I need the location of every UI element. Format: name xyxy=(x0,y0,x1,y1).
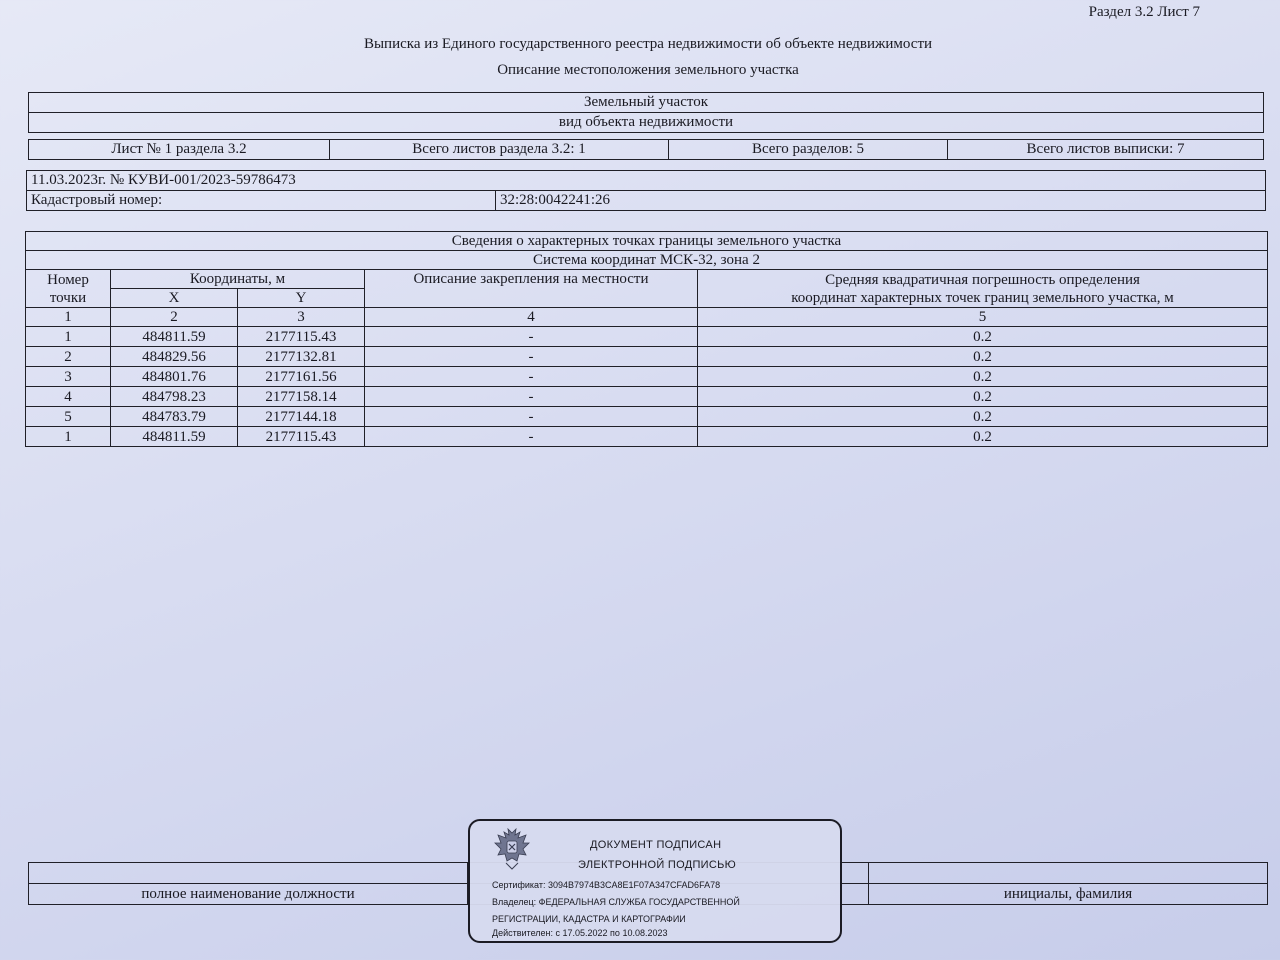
table-row xyxy=(26,327,1268,347)
points-table-title: Сведения о характерных точках границы земельного участка xyxy=(26,232,1268,251)
col-description: Описание закрепления на местности xyxy=(365,270,698,308)
col-point-number: Номер точки xyxy=(26,270,111,308)
stamp-owner-line1: Владелец: ФЕДЕРАЛЬНАЯ СЛУЖБА ГОСУДАРСТВЕННОЙ xyxy=(492,897,740,907)
object-name: Земельный участок xyxy=(29,93,1264,113)
col-coordinates: Координаты, м xyxy=(111,270,365,289)
cadastral-number: 32:28:0042241:26 xyxy=(496,191,1266,211)
point-number: 4 xyxy=(26,387,111,407)
col-y: Y xyxy=(238,289,365,308)
point-error: 0.2 xyxy=(698,387,1268,407)
coordinate-system: Система координат МСК-32, зона 2 xyxy=(26,251,1268,270)
point-description: - xyxy=(365,327,698,347)
point-x: 484783.79 xyxy=(111,407,238,427)
total-section-sheets: Всего листов раздела 3.2: 1 xyxy=(330,140,669,160)
point-x: 484798.23 xyxy=(111,387,238,407)
point-y: 2177158.14 xyxy=(238,387,365,407)
point-description: - xyxy=(365,347,698,367)
col-error-line1: Средняя квадратичная погрешность определения xyxy=(825,271,1140,288)
col-error-line2: координат характерных точек границ земельного участка, м xyxy=(791,289,1174,306)
point-x: 484829.56 xyxy=(111,347,238,367)
name-label: инициалы, фамилия xyxy=(869,884,1268,905)
col-num-5: 5 xyxy=(698,308,1268,327)
point-error: 0.2 xyxy=(698,367,1268,387)
point-description: - xyxy=(365,427,698,447)
cadastral-label: Кадастровый номер: xyxy=(27,191,496,211)
point-error: 0.2 xyxy=(698,407,1268,427)
table-row xyxy=(26,387,1268,407)
stamp-owner-line2: РЕГИСТРАЦИИ, КАДАСТРА И КАРТОГРАФИИ xyxy=(492,914,686,924)
point-y: 2177115.43 xyxy=(238,327,365,347)
col-num-4: 4 xyxy=(365,308,698,327)
col-x: X xyxy=(111,289,238,308)
point-error: 0.2 xyxy=(698,427,1268,447)
object-kind-label: вид объекта недвижимости xyxy=(29,113,1264,133)
point-error: 0.2 xyxy=(698,327,1268,347)
point-number: 2 xyxy=(26,347,111,367)
point-number: 5 xyxy=(26,407,111,427)
point-number: 1 xyxy=(26,427,111,447)
point-y: 2177132.81 xyxy=(238,347,365,367)
boundary-points-table xyxy=(25,231,1268,447)
point-y: 2177161.56 xyxy=(238,367,365,387)
point-x: 484801.76 xyxy=(111,367,238,387)
stamp-line2: ЭЛЕКТРОННОЙ ПОДПИСЬЮ xyxy=(578,859,737,871)
point-description: - xyxy=(365,407,698,427)
total-extract-sheets: Всего листов выписки: 7 xyxy=(948,140,1264,160)
point-description: - xyxy=(365,387,698,407)
electronic-signature-stamp xyxy=(468,819,842,943)
col-num-2: 2 xyxy=(111,308,238,327)
stamp-line1: ДОКУМЕНТ ПОДПИСАН xyxy=(590,839,722,851)
point-y: 2177144.18 xyxy=(238,407,365,427)
point-description: - xyxy=(365,367,698,387)
date-number: 11.03.2023г. № КУВИ-001/2023-59786473 xyxy=(27,171,1266,191)
sheet-label: Раздел 3.2 Лист 7 xyxy=(1088,4,1200,20)
position-label: полное наименование должности xyxy=(29,884,468,905)
table-row xyxy=(26,347,1268,367)
col-error xyxy=(698,270,1268,308)
point-y: 2177115.43 xyxy=(238,427,365,447)
table-row xyxy=(26,427,1268,447)
col-num-3: 3 xyxy=(238,308,365,327)
document-subtitle: Описание местоположения земельного участка xyxy=(497,62,799,78)
stamp-valid: Действителен: с 17.05.2022 по 10.08.2023 xyxy=(492,928,668,938)
object-kind-table xyxy=(28,92,1264,133)
table-row xyxy=(26,367,1268,387)
point-x: 484811.59 xyxy=(111,427,238,447)
point-x: 484811.59 xyxy=(111,327,238,347)
point-number: 1 xyxy=(26,327,111,347)
cadastral-info-table xyxy=(26,170,1266,211)
document-title: Выписка из Единого государственного реестра недвижимости об объекте недвижимости xyxy=(363,36,933,52)
coat-of-arms-icon xyxy=(492,827,532,871)
stamp-certificate: Сертификат: 3094B7974B3CA8E1F07A347CFAD6FA78 xyxy=(492,880,721,890)
col-num-1: 1 xyxy=(26,308,111,327)
sheets-info-table xyxy=(28,139,1264,160)
point-error: 0.2 xyxy=(698,347,1268,367)
table-row xyxy=(26,407,1268,427)
point-number: 3 xyxy=(26,367,111,387)
total-sections: Всего разделов: 5 xyxy=(669,140,948,160)
sheet-number: Лист № 1 раздела 3.2 xyxy=(29,140,330,160)
